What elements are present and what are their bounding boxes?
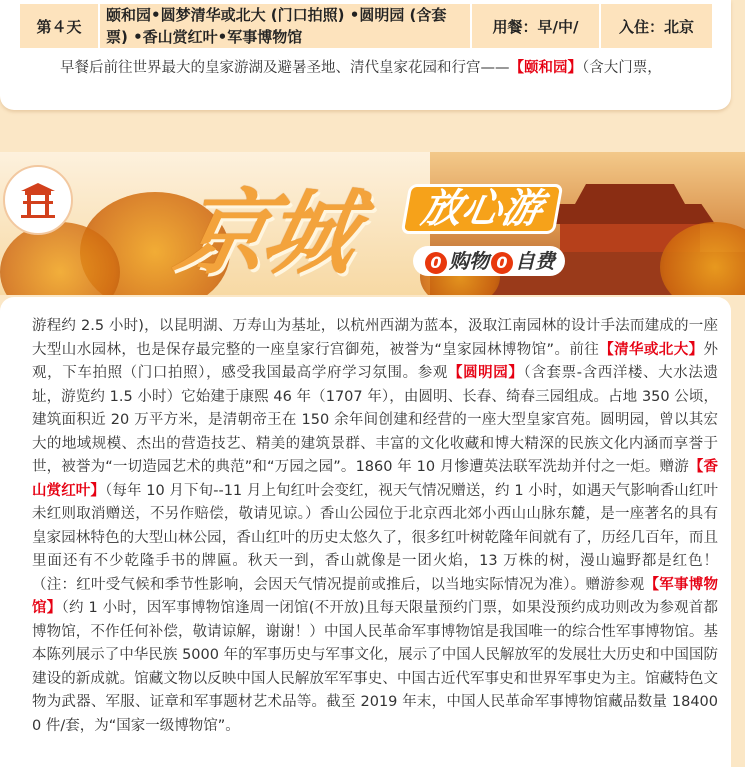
highlight-old-summer-palace: 【圆明园】: [447, 365, 524, 381]
banner-title: 京城: [167, 179, 363, 287]
day-title: 颐和园•圆梦清华或北大 (门口拍照) •圆明园 (含套票) •香山赏红叶•军事博物馆: [99, 3, 471, 49]
meal-info: 用餐：早/中/: [471, 3, 600, 49]
page-margin: [731, 297, 745, 755]
stay-info: 入住：北京: [600, 3, 713, 49]
intro-text: 早餐后前往世界最大的皇家游湖及避暑圣地、清代皇家花园和行宫——【颐和园】（含大门票，: [60, 60, 662, 76]
day-label: 第４天: [19, 3, 99, 49]
itinerary-day-card: [0, 0, 731, 110]
highlight-summer-palace: 【颐和园】: [509, 60, 582, 76]
banner-slogan: 放心游: [401, 184, 564, 234]
highlight-fragrant-hills: 【香山赏红叶】: [32, 459, 718, 499]
itinerary-detail-card: [0, 297, 731, 767]
promo-banner: [0, 152, 745, 295]
highlight-tsinghua-pku: 【清华或北大】: [599, 341, 704, 358]
pavilion-logo-icon: [3, 165, 73, 235]
highlight-military-museum: 【军事博物馆】: [32, 576, 719, 616]
itinerary-description: 游程约 2.5 小时)，以昆明湖、万寿山为基址，以杭州西湖为蓝本，汲取江南园林的设计手法而建成的一座大型山水园林，也是保存最完整的一座皇家行宫御苑，被誉为“皇家园林博物馆”。前往【清华或北大】外观，下车拍照（门口拍照），感受我国最高学府学习氛围。参观【圆明园】（含套票-含西洋楼、大水法遗址，游览约 1.5 小时）它始建于康熙 46 年（1707 年），由圆明、长春、绮春三园组成。占地 350 公顷，建筑面积近 20 万平方米，是清朝帝王在 150 余年间创建和经营的一座大型皇家宫苑。圆明园，曾以其宏大的地域规模、杰出的营造技艺、精美的建筑景群、丰富的文化收藏和博大精深的民族文化内涵而享誉于世，被誉为“一切造园艺术的典范”和“万园之园”。1860 年 10 月惨遭英法联军洗劫并付之一炬。赠游【香山赏红叶】（每年 10 月下旬--11 月上旬红叶会变红，视天气情况赠送，约 1 小时，如遇天气影响香山红叶未红则取消赠送，不另作赔偿，敬请见谅。）香山公园位于北京西北郊小西山山脉东麓，是一座著名的具有皇家园林特色的大型山林公园，香山红叶的历史太悠久了，很多红叶树乾隆年间就有了，历经几百年，而且里面还有不少乾隆手书的牌匾。秋天一到，香山就像是一团火焰，13 万株的树，漫山遍野都是红色！（注：红叶受气候和季节性影响，会因天气情况提前或推后，以当地实际情况为准）。赠游参观【军事博物馆】（约 1 小时，因军事博物馆逢周一闭馆(不开放)且每天限量预约门票，如果没预约成功则改为参观首都博物馆，不作任何补偿，敬请谅解，谢谢！）中国人民革命军事博物馆是我国唯一的综合性军事博物馆。基本陈列展示了中华民族 5000 年的军事历史与军事文化，展示了中国人民解放军的发展壮大历史和中国国防建设的新成就。馆藏文物以反映中国人民解放军军事史、中国古近代军事史和世界军事史为主。馆藏特色文物为武器、军服、证章和军事题材艺术品等。截至 2019 年末，中国人民革命军事博物馆藏品数量 184000 件/套，为“国家一级博物馆”。: [32, 318, 719, 734]
day-header-table: [18, 2, 714, 50]
banner-tagline: 0 购物 0 自费: [413, 246, 565, 276]
